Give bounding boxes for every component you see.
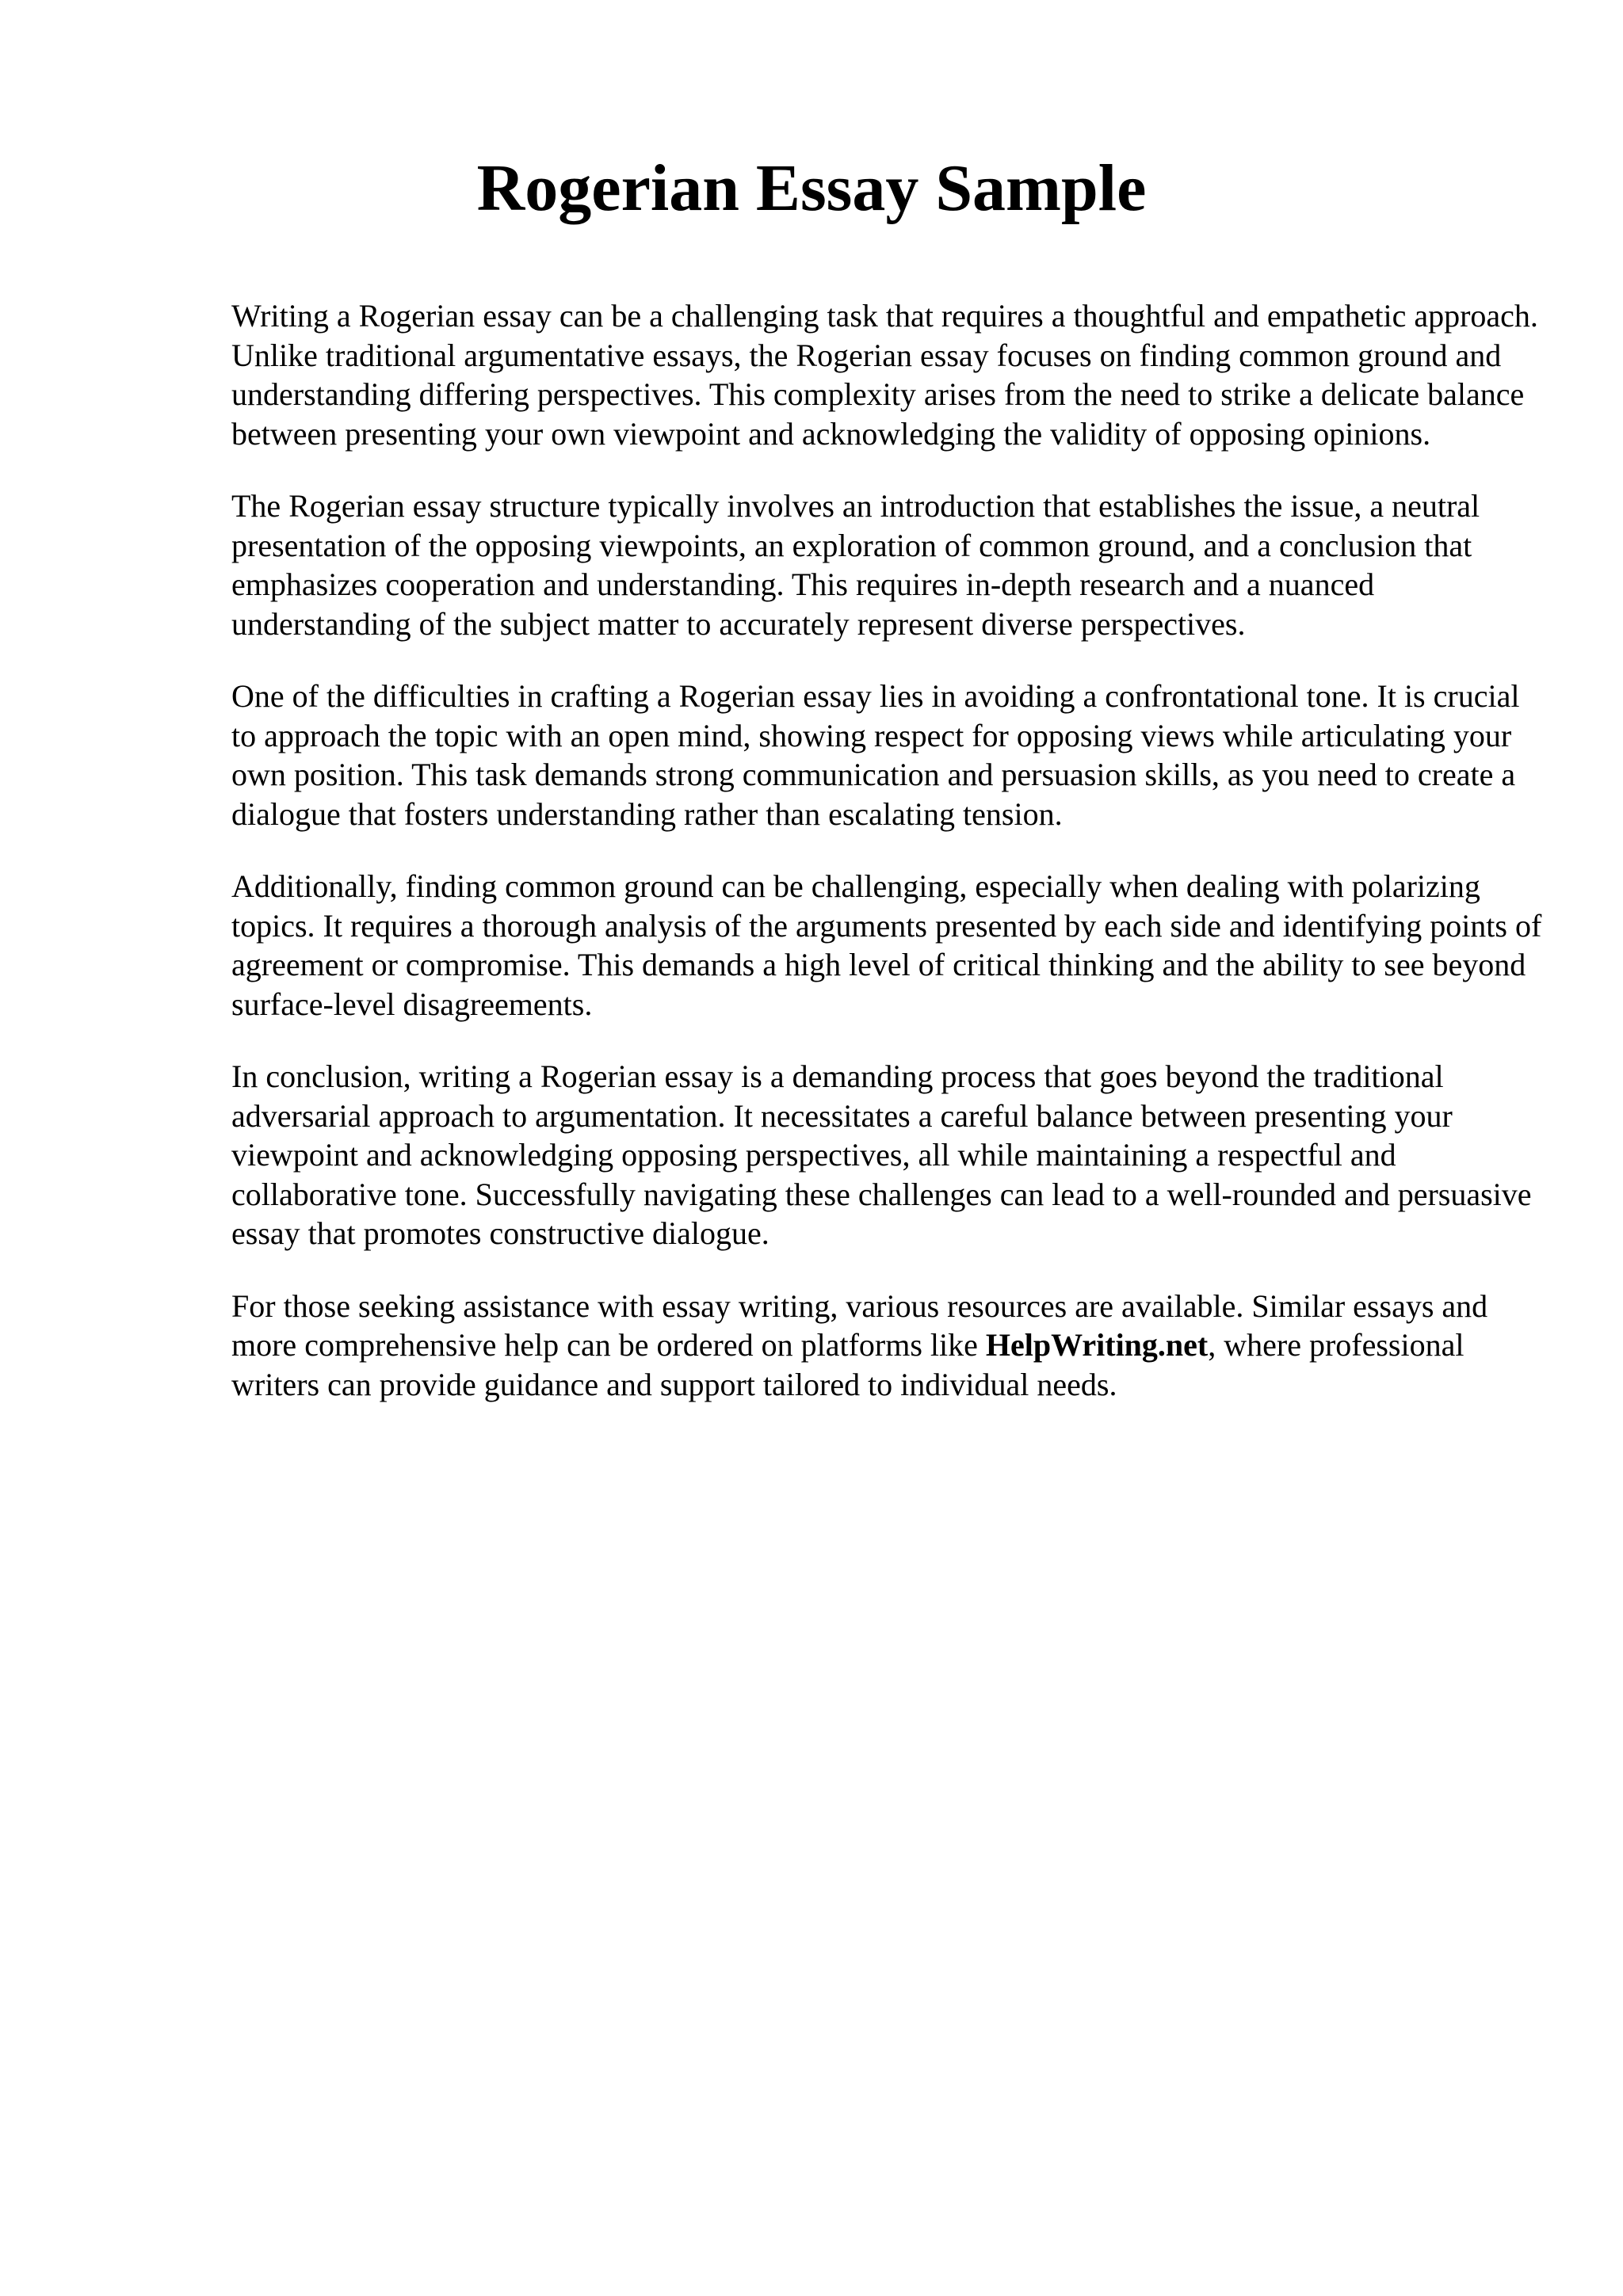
essay-body xyxy=(231,296,1547,1437)
paragraph-5: In conclusion, writing a Rogerian essay is a demanding process that goes beyond the traditional adversarial approach to argumentation. It necessitates a careful balance between presenting your viewpoint and acknowledging opposing perspectives, all while maintaining a respectful and collaborative tone. Successfully navigating these challenges can lead to a well-rounded and persuasive essay that promotes constructive dialogue. xyxy=(231,1058,1532,1251)
paragraph-2: The Rogerian essay structure typically involves an introduction that establishes the issue, a neutral presentation of the opposing viewpoints, an exploration of common ground, and a conclusion that emphasizes cooperation and understanding. This requires in-depth research and a nuanced understanding of the subject matter to accurately represent diverse perspectives. xyxy=(231,488,1480,642)
paragraph-3: One of the difficulties in crafting a Rogerian essay lies in avoiding a confrontational tone. It is crucial to approach the topic with an open mind, showing respect for opposing views while articulating your own position. This task demands strong communication and persuasion skills, as you need to create a dialogue that fosters understanding rather than escalating tension. xyxy=(231,678,1520,832)
paragraph-6 xyxy=(231,1287,1547,1405)
helpwriting-site-name: HelpWriting.net xyxy=(985,1327,1209,1363)
paragraph-6-trailing-text: , where professional writers can provide guidance and support tailored to individual needs. xyxy=(231,1327,1465,1402)
paragraph-4: Additionally, finding common ground can be challenging, especially when dealing with polarizing topics. It requires a thorough analysis of the arguments presented by each side and identifying points of agreement or compromise. This demands a high level of critical thinking and the ability to see beyond surface-level disagreements. xyxy=(231,868,1542,1022)
page-title: Rogerian Essay Sample xyxy=(476,151,1147,225)
paragraph-1: Writing a Rogerian essay can be a challenging task that requires a thoughtful and empathetic approach. Unlike traditional argumentative essays, the Rogerian essay focuses on finding common ground and understanding differing perspectives. This complexity arises from the need to strike a delicate balance between presenting your own viewpoint and acknowledging the validity of opposing opinions. xyxy=(231,298,1538,452)
paragraph-6-lead-text: For those seeking assistance with essay writing, various resources are available. Similar essays and more comprehensive help can be ordered on platforms like xyxy=(231,1287,1488,1363)
